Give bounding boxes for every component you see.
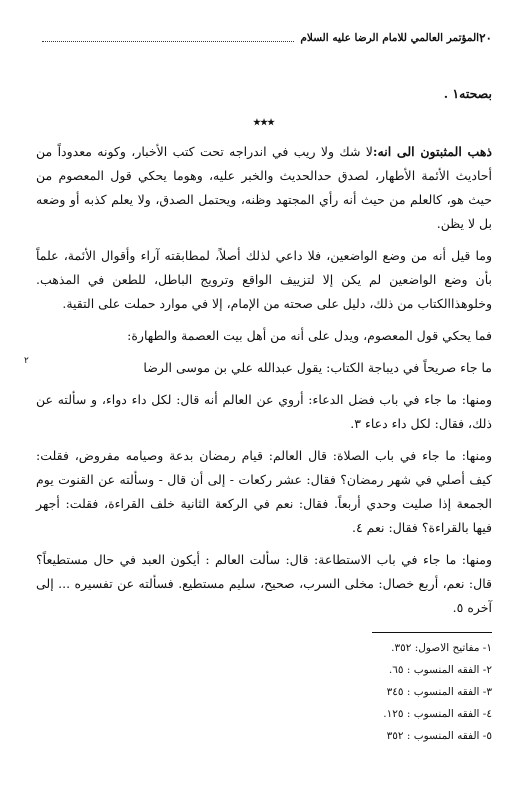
running-header bbox=[36, 30, 492, 46]
paragraph: ما جاء صريحاً في ديباجة الكتاب: يقول عبدالله علي بن موسى الرضا bbox=[143, 360, 492, 375]
section-separator: ٭٭٭ bbox=[253, 115, 275, 130]
paragraph: ومنها: ما جاء في باب الصلاة: قال العالم: قيام رمضان بدعة وصيامه مفروض، فقلت: كيف أصلي في شهر رمضان؟ فقال: عشر ركعات - إلى أن قال - وسألته عن القنوت يوم الجمعة إذا صليت وحدي أربعاً. فقال: نعم في الركعة الثانية خلف القراءة، فقلت: أجهر فيها بالقراءة؟ فقال: نعم ٤. bbox=[36, 448, 492, 535]
body-text bbox=[36, 140, 492, 620]
footnote: ٥- الفقه المنسوب : ٣٥٢ bbox=[386, 730, 492, 742]
paragraph: ذهب المثبتون الى انه:لا شك ولا ريب في اندراجه تحت كتب الأخبار، وكونه معدوداً من أحاديث الأئمة الأطهار، لصدق حدالحديث والخبر عليه، وهوما يحكي قول المعصوم من حيث هو، كالعلم من حيث أنه رأي المجتهد وظنه، ويحتمل الصدق، ولا يعلم كذبه أو وضعه بل لا يظن. bbox=[36, 144, 492, 231]
footnotes bbox=[36, 637, 492, 747]
running-title: المؤتمر العالمي للامام الرضا عليه السلام bbox=[300, 32, 480, 44]
reference-line: بصحته١ . bbox=[443, 86, 492, 101]
footnote: ٢- الفقه المنسوب : ٦٥. bbox=[388, 664, 492, 676]
paragraph: وما قيل أنه من وضع الواضعين، فلا داعي لذلك أصلاً، لمطابقته آراء وأقوال الأئمة، علماً بأن وضع الواضعين لم يكن إلا لتزييف الواقع وترويج الباطل، للطعن في المذهب. وخلوهذاالكتاب من ذلك، دليل على صحته من الإمام، إلا في موارد حملت على التقية. bbox=[36, 248, 492, 311]
footnote: ٤- الفقه المنسوب : ١٢٥. bbox=[383, 708, 492, 720]
footnote-rule bbox=[372, 632, 492, 633]
paragraph-lead: ذهب المثبتون الى انه: bbox=[372, 144, 492, 159]
page-number: ٢٠ bbox=[479, 31, 492, 45]
header-dot-leader bbox=[42, 41, 294, 42]
paragraph: ومنها: ما جاء في باب فضل الدعاء: أروي عن العالم أنه قال: لكل داء دواء، و سألته عن ذلك، فقال: لكل داء دعاء ٣. bbox=[36, 392, 492, 431]
footnote: ٣- الفقه المنسوب : ٣٤٥ bbox=[386, 686, 492, 698]
paragraph: ومنها: ما جاء في باب الاستطاعة: قال: سألت العالم : أيكون العبد في حال مستطيعاً؟ قال: نعم، أربع خصال: مخلى السرب، صحيح، سليم مستطيع. فسألته عن تفسيره ... إلى آخره ٥. bbox=[36, 552, 492, 615]
paragraph: فما يحكي قول المعصوم، ويدل على أنه من أهل بيت العصمة والطهارة: bbox=[127, 328, 492, 343]
margin-footnote-mark: ٢ bbox=[24, 356, 29, 366]
footnote: ١- مفاتيح الاصول: ٣٥٢. bbox=[391, 642, 492, 654]
